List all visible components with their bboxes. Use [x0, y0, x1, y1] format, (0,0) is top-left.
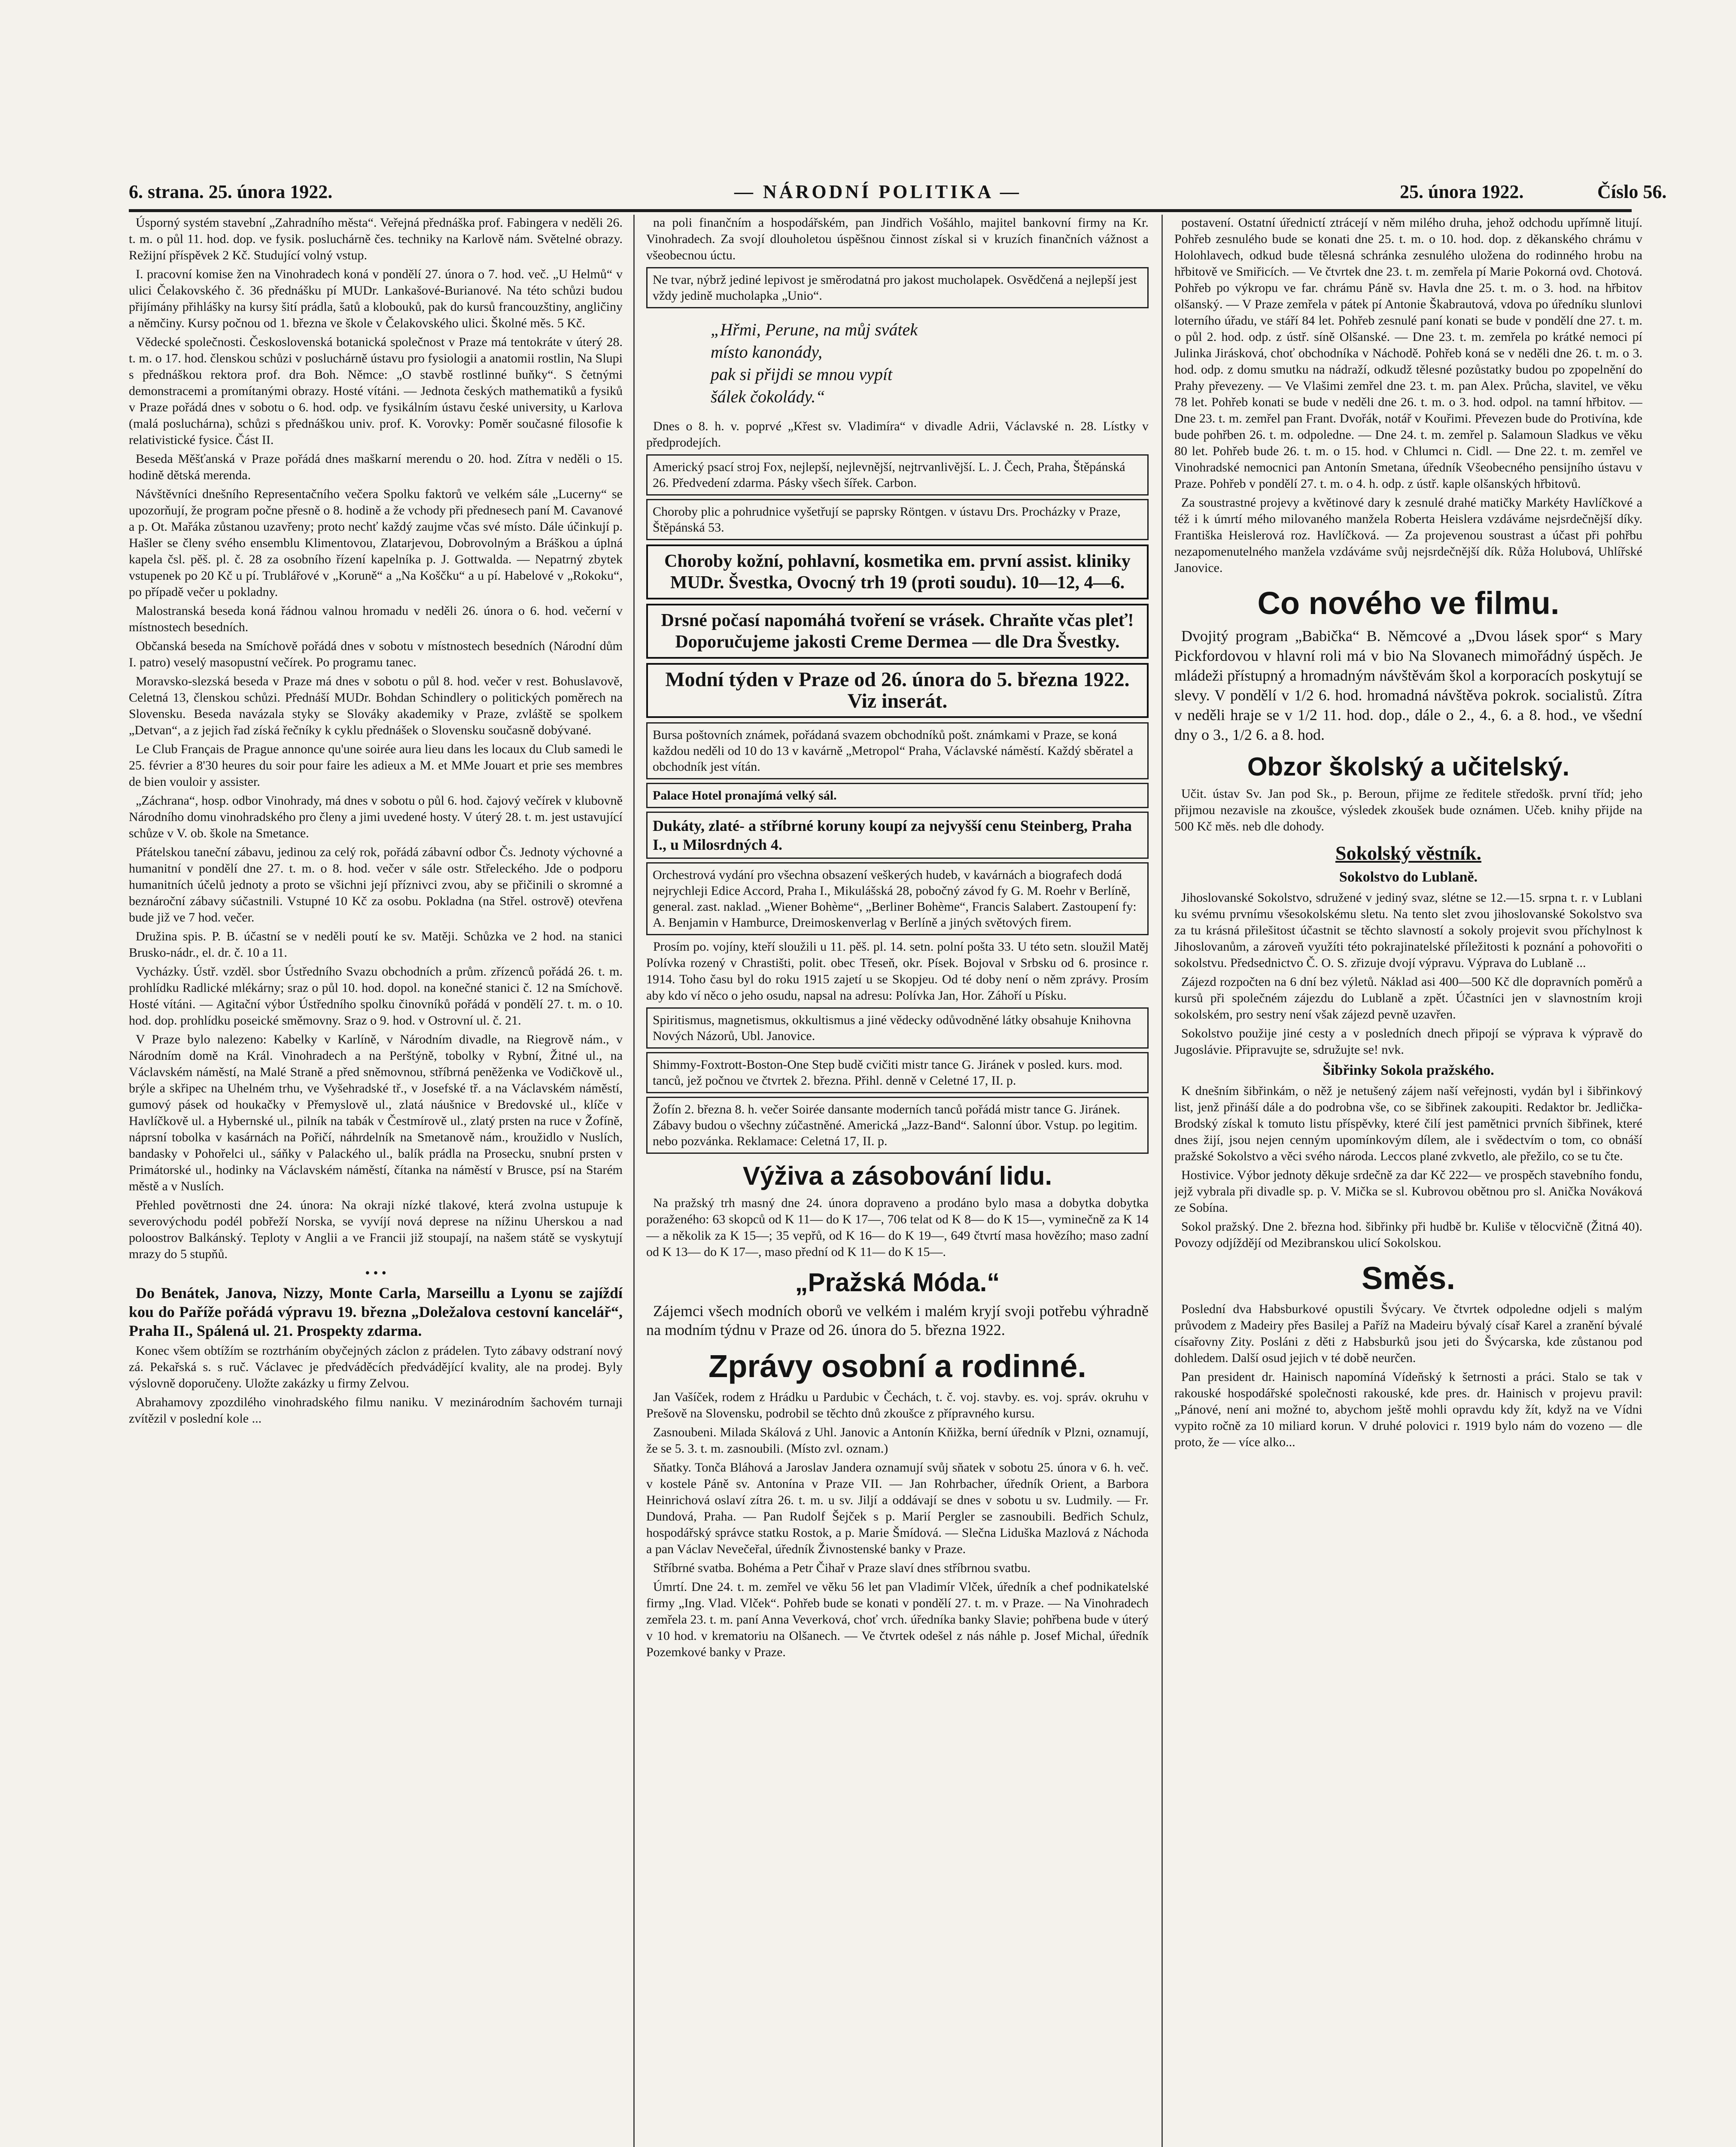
section-heading: Co nového ve filmu.	[1257, 585, 1560, 621]
article: Občanská beseda na Smíchově pořádá dnes v sobotu v místnostech besedních (Národní dům I. patro) veselý masopustní večírek. Po programu tanec.	[129, 639, 623, 669]
advert-dermatology: Choroby kožní, pohlavní, kosmetika em. první assist. kliniky MUDr. Švestka, Ovocný trh 19 (proti soudu). 10—12, 4—6.	[646, 544, 1149, 599]
issue-number: Číslo 56.	[1597, 181, 1667, 202]
article: V Praze bylo nalezeno: Kabelky v Karlíně, v Národním divadle, na Riegrově nám., v Národním domě na Král. Vinohradech a na Perštýně, tobolky v Rybní, Žitné ul., na Václavském náměstí, na Malé Straně a před sněmovnou, stříbrná peněženka ve Vodičkově ul., brýle a skřipec na Uhelném trhu, ve Vyšehradské tř., v Josefské tř. a na Václavském náměstí, gumový pásek od houkačky v Přemyslově ul., zlatá náušnice v Bredovské ul., klíče v Havlíčkově ul. a Hybernské ul., pilník na tabák v Čestmírově ul., zlatý prsten na ruce v Žofíně, náprsní tobolka v kasárnách na Pořičí, náhrdelník na Smetanově nám., kroužidlo v Nuslích, bandasky v Pohořelci ul., sáňky v Palackého ul., balík prádla na Prosecku, snubní prsten v Primátorské ul., hodinky na Václavském náměstí, čítanka na náměstí v Brusce, psí na Starém městě a v Nuslích.	[129, 1032, 623, 1193]
masthead	[129, 178, 1667, 212]
article: Konec všem obtížím se roztrháním obyčejných záclon z prádelen. Tyto zábavy odstraní nový zá. Pekařská s. s ruč. Václavec je předváděcích předvádějící kvality, ale na prodej. Byly výslovně doporučeny. Uložte zakázky u firmy Zelvou.	[129, 1344, 623, 1390]
advert-palace-hotel: Palace Hotel pronajímá velký sál.	[646, 783, 1149, 808]
advert-mucholapka: Ne tvar, nýbrž jediné lepivost je směrodatná pro jakost mucholapek. Osvědčená a nejlepší jest vždy jedině mucholapka „Unio“.	[646, 267, 1149, 308]
column-divider	[633, 215, 635, 2147]
article: I. pracovní komise žen na Vinohradech koná v pondělí 27. února o 7. hod. več. „U Helmů“ v ulici Čelakovského č. 36 přednášku pí MUDr. Lankašové-Burianové. Na této schůzi budou přijímány přihlášky na kursy šití prádla, šatů a klobouků, pak do kursů francouzštiny, angličiny a němčiny. Kursy počnou od 1. března ve škole v Čelakovského ulici. Školné měs. 5 Kč.	[129, 267, 623, 330]
advert-fashion-week: Modní týden v Praze od 26. února do 5. března 1922. Viz inserát.	[646, 663, 1149, 718]
article: na poli finančním a hospodářském, pan Jindřich Vošáhlo, majitel bankovní firmy na Kr. Vinohradech. Za svojí dlouholetou úspěšnou činnost získal si v kruzích finančních vážnost a všeobecnou úctu.	[646, 216, 1149, 262]
separator: • • •	[365, 1265, 386, 1280]
column-3	[1174, 215, 1642, 2147]
column-divider	[1161, 215, 1163, 2147]
article: postavení. Ostatní úřednictí ztrácejí v něm milého druha, jehož odchodu upřímně litují. Pohřeb zesnulého bude se konati dne 25. t. m. o 10. hod. dop. z děkanského chrámu v Holohlavech, odkud bude tělesná schránka zesnulého uložena do rodinného hrobu na hřbitově ve Smiřicích. — Ve čtvrtek dne 23. t. m. zemřela pí Marie Pokorná ovd. Chotová. Pohřeb po výkropu ve far. chrámu Páně sv. Havla dne 25. t. m. o 3. hod. na hřbitov olšanský. — V Praze zemřela v pátek pí Antonie Škabrautová, vdova po úředníku slunlovi loterního úřadu, ve stáří 84 let. Pohřeb zesnulé paní konati se bude v pondělí dne 27. t. m. o půl 2. hod. odp. z ústř. síně Olšanské. — Dne 23. t. m. zemřela po krátké nemoci pí Julinka Jirásková, choť obchodníka v Náchodě. Pohřeb koná se v neděli dne 26. t. m. o 3. hod. odp. z domu smutku na nádraží, odkudž tělesné pozůstatky budou po zpopelnění do Prahy převezeny. — Ve Vlašimi zemřel dne 23. t. m. pan Alex. Průcha, slavitel, ve věku 78 let. Pohřeb konati se bude v neděli dne 26. t. m. o 3. hod. odpol. na tamní hřbitov. — Dne 23. t. m. zemřel pan Frant. Dvořák, notář v Kouřimi. Převezen bude do Protivína, kde bude pohřben 26. t. m. odpoledne. — Dne 24. t. m. zemřel p. Salamoun Sladkus ve věku 80 let. Pohřeb bude 26. t. m. o 15. hod. v Chlumci n. Cidl. — Dne 22. t. m. zemřel ve Vinohradské nemocnici pan Antonín Smetana, úředník Všeobecného pensijního ústavu v Praze. Pohřeb v pondělí 27. t. m. o 4. h. odp. z ústř. kaple olšanských hřbitovů.	[1174, 216, 1642, 491]
article: Přátelskou taneční zábavu, jedinou za celý rok, pořádá zábavní odbor Čs. Jednoty výchovné a humanitní v pondělí dne 27. t. m. o 8. hod. večer v sále ostr. Střeleckého. Jde o podporu humanitních účelů jednoty a proto se všichni její příznivci zvou, aby se přičinili o skromné a beznároční zábavy súčastnili. Vstupné 10 Kč za osobu. Pokladna (na Střel. ostrově) otevřena bude již ve 7 hod. večer.	[129, 845, 623, 924]
article: Stříbrné svatba. Bohéma a Petr Čihař v Praze slaví dnes stříbrnou svatbu.	[653, 1561, 1031, 1575]
section-heading: Obzor školský a učitelský.	[1247, 752, 1570, 781]
article: Beseda Měšťanská v Praze pořádá dnes maškarní merendu o 20. hod. Zítra v neděli o 15. hodině dětská merenda.	[129, 452, 623, 482]
article: Návštěvníci dnešního Representačního večera Spolku faktorů ve velkém sále „Lucerny“ se upozorňují, že program počne přesně o 8. hodině a že vchody při přednesech paní M. Cavanové a p. Ot. Mařáka zůstanou uzavřeny; proto nechť každý zaujme včas své místo. Dále účinkují p. Hašler se členy svého ensemblu Klimentovou, Zlatarjevou, Dobrovolným a Bráškou a úplná kapela čsl. pěš. pl. č. 28 za osobního řízení kapelníka p. J. Gottwalda. — Nepatrný zbytek vstupenek po 20 Kč u pí. Trublářové v „Koruně“ a „Na Koščku“ a u pí. Habelové v „Rokoku“, po případě večer u pokladny.	[129, 487, 623, 599]
advert-stamps: Bursa poštovních známek, pořádaná svazem obchodníků pošt. známkami v Praze, se koná každou neděli od 10 do 13 v kavárně „Metropol“ Praha, Václavské náměstí. Každý sběratel a obchodník jest vítán.	[646, 722, 1149, 779]
advert-soiree: Žofín 2. března 8. h. večer Soirée dansante moderních tanců pořádá mistr tance G. Jiránek. Zábavy budou o všechny zúčastněné. Americká „Jazz-Band“. Salonní úbor. Vstup. po legitim. nebo pozvánka. Reklamace: Celetná 17, II. p.	[646, 1097, 1149, 1154]
poem	[711, 319, 1149, 408]
article: Le Club Français de Prague annonce qu'une soirée aura lieu dans les locaux du Club samedi le 25. février a 8'30 heures du soir pour faire les adieux a M. et MMe Jouart et prie ses membres de bien vouloir y assister.	[129, 742, 623, 789]
advert-spiritism: Spiritismus, magnetismus, okkultismus a jiné vědecky odůvodněné látky obsahuje Knihovna Nových Názorů, Ubl. Janovice.	[646, 1007, 1149, 1049]
section-heading: Sokolský věstník.	[1335, 842, 1481, 864]
article: Dvojitý program „Babička“ B. Němcové a „Dvou lásek spor“ s Mary Pickfordovou v hlavní roli má v bio Na Slovanech mimořádný úspěch. Je mládeži přístupný a hromadným návštěvám škol a korporacích poskytují se slevy. V pondělí v 1/2 6. hod. hromadná návštěva pokrok. socialistů. Zítra v neděli hraje se v 1/2 11. hod. dop., dále o 2., 4., 6. a 8. hod., ve všední dny o 3., 1/2 6. a 8. hod.	[1174, 627, 1642, 743]
article: Zájezd rozpočten na 6 dní bez výletů. Náklad asi 400—500 Kč dle dopravních poměrů a kursů při společném zájezdu do Lublaně a zpět. Účastníci jen v slavnostním kroji sokolském, pro sestry není však zájezd pevně uzavřen.	[1174, 975, 1642, 1022]
newspaper-title: — NÁRODNÍ POLITIKA —	[734, 181, 1022, 202]
article: Dnes o 8. h. v. poprvé „Křest sv. Vladimíra“ v divadle Adrii, Václavské n. 28. Lístky v předprodejích.	[646, 419, 1149, 450]
section-heading: Směs.	[1361, 1260, 1456, 1296]
advert-typewriter: Americký psací stroj Fox, nejlepší, nejlevnější, nejtrvanlivější. L. J. Čech, Praha, Štěpánská 26. Předvedení zdarma. Pásky všech šířek. Carbon.	[646, 454, 1149, 496]
article: Prosím po. vojíny, kteří sloužili u 11. pěš. pl. 14. setn. polní pošta 33. U této setn. sloužil Matěj Polívka rozený v Chrastišti, polit. obec Třeseň, okr. Písek. Bojoval v Srbsku od 6. prosince r. 1914. Toho času byl do roku 1915 zajetí u se Skopjeu. Od té doby není o něm zprávy. Prosím aby kdo ví něco o jeho osudu, napsal na adresu: Polívka Jan, Hor. Záhoří u Písku.	[646, 940, 1149, 1003]
article: Zasnoubeni. Milada Skálová z Uhl. Janovic a Antonín Kňižka, berní úředník v Plzni, oznamují, že se 5. 3. t. m. zasnoubili. (Místo zvl. oznam.)	[646, 1425, 1149, 1456]
article: Přehled povětrnosti dne 24. února: Na okraji nízké tlakové, která zvolna ustupuje k severovýchodu podél pobřeží Norska, se vyvíjí nová deprese na nížinu Uherskou a nad poloostrov Balkánský. Teploty v Anglii a ve Francii již stoupají, na našem státě se vyskytují mrazy do 5 stupňů.	[129, 1198, 623, 1261]
advert-creme-dermea: Drsné počasí napomáhá tvoření se vrásek. Chraňte včas pleť! Doporučujeme jakosti Creme Dermea — dle Dra Švestky.	[646, 604, 1149, 659]
article: Učit. ústav Sv. Jan pod Sk., p. Beroun, přijme ze ředitele středošk. první tříd; jeho přijmou nezavisle na zkoušce, výsledek zkoušek bude oznámen. Učeb. knihy přijde na 500 Kč měs. neb dle dohody.	[1174, 787, 1642, 833]
poem-line: místo kanonády,	[711, 342, 822, 362]
section-heading: Výživa a zásobování lidu.	[742, 1162, 1052, 1190]
page-number-date: 6. strana. 25. února 1922.	[129, 181, 333, 202]
article: Jihoslovanské Sokolstvo, sdružené v jediný svaz, slétne se 12.—15. srpna t. r. v Lublani ku svému prvnímu všesokolskému sletu. Na tento slet zvou jihoslovanské Sokolstvo sva za tu krásná přilešitost účastnit se těchto slavností a sokoly projevit svou příchylnost k Jihoslovanům, a zároveň využíti této pokrajinatelské příležitosti k poznání a pohovořiti o sokolstvu. Předsednictvo Č. O. S. zřizuje dvojí výpravu. Výprava do Lublaně ...	[1174, 891, 1642, 970]
article: Na pražský trh masný dne 24. února dopraveno a prodáno bylo masa a dobytka dobytka poraženého: 63 skopců od K 11— do K 17—, 706 telat od K 8— do K 15—, vyminečně za K 14— a několik za K 15—; 35 vepřů, od K 16— do K 19—, 649 čtvrtí masa hovězího; maso zadní od K 13— do K 17—, maso přední od K 11— do K 15—.	[646, 1196, 1149, 1259]
article: Zájemci všech modních oborů ve velkém i malém kryjí svoji potřebu výhradně na modním týdnu v Praze od 26. února do 5. března 1922.	[646, 1302, 1149, 1338]
article: Úmrtí. Dne 24. t. m. zemřel ve věku 56 let pan Vladimír Vlček, úředník a chef podnikatelské firmy „Ing. Vlad. Vlček“. Pohřeb bude se konati v pondělí 27. t. m. v Praze. — Na Vinohradech zemřela 23. t. m. paní Anna Veverková, choť vrch. úředníka banky Slavie; pohřbena bude v úterý v 10 hod. v krematoriu na Olšanech. — Ve čtvrtek odešel z nás náhle p. Josef Michal, úředník Pozemkové banky v Praze.	[646, 1580, 1149, 1659]
advert-dance-course: Shimmy-Foxtrott-Boston-One Step budě cvičiti mistr tance G. Jiránek v posled. kurs. mod. tanců, jež počnou ve čtvrtek 2. března. Přihl. denně v Celetné 17, II. p.	[646, 1052, 1149, 1093]
advert-coins: Dukáty, zlaté- a stříbrné koruny koupí za nejvyšší cenu Steinberg, Praha I., u Milosrdných 4.	[646, 812, 1149, 859]
article: Moravsko-slezská beseda v Praze má dnes v sobotu o půl 8. hod. večer v rest. Bohuslavově, Celetná 13, členskou schůzi. Přednáší MUDr. Bohdan Schindlery o politických poměrech na Slovensku. Beseda navázala styky se Slováky akademiky v Praze, zvláště se spolkem „Detvan“, a z jejich řad získá řečníky k cyklu přednášek o Slovensku současně dobývané.	[129, 674, 623, 737]
article: Úsporný systém stavební „Zahradního města“. Veřejná přednáška prof. Fabingera v neděli 26. t. m. o půl 11. hod. dop. ve fysik. posluchárně čes. techniky na Karlově nám. Světelné obrazy. Režijní příspěvek 2 Kč. Studující volný vstup.	[129, 216, 623, 262]
article: Malostranská beseda koná řádnou valnou hromadu v neděli 26. února o 6. hod. večerní v místnostech besedních.	[129, 604, 623, 634]
article: Vycházky. Ústř. vzděl. sbor Ústředního Svazu obchodních a prům. zřízenců pořádá 26. t. m. prohlídku Radlické mlékárny; sraz o půl 10. hod. dopol. na konečné stanici č. 12 na Smíchově. Hosté vítáni. — Agitační výbor Ústředního spolku činovníků pořádá v pondělí 27. t. m. o 10. hod. dop. prohlídku poseické směmovny. Sraz o 9. hod. v Ostrovní ul. č. 21.	[129, 964, 623, 1028]
article: Abrahamovy zpozdilého vinohradského filmu naniku. V mezinárodním šachovém turnaji zvítězil v poslední kole ...	[129, 1395, 623, 1426]
section-heading: Zprávy osobní a rodinné.	[708, 1348, 1086, 1384]
travel-advert: Do Benátek, Janova, Nizzy, Monte Carla, Marseillu a Lyonu se zajíždí kou do Paříže pořádá výpravu 19. března „Doležalova cestovní kancelář“, Praha II., Spálená ul. 21. Prospekty zdarma.	[129, 1284, 623, 1339]
column-2	[646, 215, 1149, 2147]
subsection-heading: Šibřinky Sokola pražského.	[1323, 1062, 1494, 1078]
article: Družina spis. P. B. účastní se v neděli poutí ke sv. Matěji. Schůzka ve 2 hod. na stanici Brusko-nádr., el. dr. č. 10 a 11.	[129, 929, 623, 960]
subsection-heading: Sokolstvo do Lublaně.	[1339, 869, 1478, 885]
article: Sokolstvo použije jiné cesty a v posledních dnech připojí se výprava k výpravě do Jugoslávie. Připravujte se, sdružujte se! nvk.	[1174, 1026, 1642, 1057]
poem-line: pak si přijdi se mnou vypít	[711, 365, 893, 384]
article: „Záchrana“, hosp. odbor Vinohrady, má dnes v sobotu o půl 6. hod. čajový večírek v klubovně Národního domu vinohradského pro členy a jimi uvedené hosty. V úterý 28. t. m. jest ustavující schůze v V. ob. škole na Smetance.	[129, 794, 623, 840]
section-heading: „Pražská Móda.“	[795, 1268, 1000, 1297]
article: Poslední dva Habsburkové opustili Švýcary. Ve čtvrtek odpoledne odjeli s malým průvodem z Madeiry přes Basilej a Paříž na Madeiru bývalý císař Karel a zranění bývalé císařovny Zity. Posláni z děti z Habsburků jsou jeti do Švýcarska, kde zůstanou pod dohledem. Další osud jejich v té době neurčen.	[1174, 1302, 1642, 1365]
article: Vědecké společnosti. Československá botanická společnost v Praze má tentokráte v úterý 28. t. m. o 17. hod. členskou schůzi v posluchárně ústavu pro fysiologii a anatomii rostlin, Na Slupi s přednáškou rektora prof. dra Boh. Němce: „O stavbě rostlinné buňky“. S četnými demonstracemi a promítanými obrazy. Hosté vítáni. — Jednota českých mathematiků a fysiků v Praze pořádá dnes v sobotu o 6. hod. odp. ve fysikálním ústavu české university, u Karlova (malá posluchárna), schůzi s přednáškou univ. prof. K. Vorovky: Poměr současné filosofie k relativistické fysice. Část II.	[129, 335, 623, 447]
column-1	[129, 215, 623, 2147]
poem-line: šálek čokolády.“	[711, 387, 825, 406]
article: Sokol pražský. Dne 2. března hod. šibřinky při hudbě br. Kuliše v tělocvičně (Žitná 40). Povozy odjíždějí od Mezibranskou ulicí Sokolskou.	[1174, 1219, 1642, 1250]
advert-clinic: Choroby plic a pohrudnice vyšetřují se paprsky Röntgen. v ústavu Drs. Procházky v Praze, Štěpánská 53.	[646, 499, 1149, 540]
article: Jan Vašíček, rodem z Hrádku u Pardubic v Čechách, t. č. voj. stavby. es. voj. správ. okruhu v Prešově na Slovensku, podrobil se těchto dnů zkoušce z přípravného kursu.	[646, 1390, 1149, 1420]
issue-date: 25. února 1922.	[1400, 181, 1524, 202]
article: Za soustrastné projevy a květinové dary k zesnulé drahé matičky Markéty Havlíčkové a též i k úmrtí mého milovaného manžela Roberta Heislera vzdáváme nejsrdečnější díky. Františka Heislerová roz. Havlíčková. — Za projevenou soustrast a účast při pohřbu nezapomenutelného manžela vzdáváme svůj nejsrdečnější dík. Růža Holubová, Uhlířské Janovice.	[1174, 496, 1642, 575]
article: Pan president dr. Hainisch napomíná Vídeňský k šetrnosti a práci. Stalo se tak v rakouské hospodářské společnosti rakouské, kde pres. dr. Hainisch v projevu pravil: „Pánové, není ani možné to, abychom ještě mohli opravdu kdy žít, když na ve Vídni vypito ročně za 10 miliard korun. V druhé polovici r. 1919 bylo nám do vozeno — dle proto, že — více alko...	[1174, 1370, 1642, 1449]
article: Sňatky. Tonča Bláhová a Jaroslav Jandera oznamují svůj sňatek v sobotu 25. února v 6. h. več. v kostele Páně sv. Antonína v Praze VII. — Jan Rohrbacher, úředník Orient, a Barbora Heinrichová oslaví zítra 26. t. m. u sv. Jiljí a oddávají se dnes v sobotu u sv. Ludmily. — Fr. Dundová, Praha. — Pan Rudolf Šejček s p. Marií Pergler se zasnoubili. Bedřich Schulz, hospodářský správce statku Rostok, a p. Marie Šmídová. — Slečna Liduška Mazlová z Náchoda a pan Václav Nevečeřal, úředník Živnostenské banky v Praze.	[646, 1460, 1149, 1556]
poem-line: „Hřmi, Perune, na můj svátek	[711, 320, 918, 339]
article: K dnešním šibřinkám, o něž je netušený zájem naší veřejnosti, vydán byl i šibřinkový list, jenž přináší dále a do podrobna vše, co se šibřinek zakoupiti. Redaktor br. Jedlička-Brodský získal k tomuto listu příspěvky, které čilí jest pamětnici prvních šibřinek, které dnes žijí, jsou nejen cenným upomínkovým dílem, ale i svědectvím o tom, co obnáší pražské Sokolstvo a věci svého národa. Leccos plané zvkvetlo, ale přežilo, co se tu čte.	[1174, 1084, 1642, 1163]
advert-orchestra: Orchestrová vydání pro všechna obsazení veškerých hudeb, v kavárnách a biografech dodá nejrychleji Edice Accord, Praha I., Mikulášská 28, pobočný závod fy G. M. Roehr v Berlíně, general. zast. naklad. „Wiener Bohème“, „Berliner Bohème“, Francis Salabert. Zastoupení fy: A. Benjamin v Hamburce, Dreimoskenverlag v Berlíně a jiných světových firem.	[646, 862, 1149, 935]
article: Hostivice. Výbor jednoty děkuje srdečně za dar Kč 222— ve prospěch stavebního fondu, jejž vybrala při divadle sp. p. V. Mička se sl. Kubrovou obětnou pro sl. Anička Nováková ze Sobína.	[1174, 1168, 1642, 1215]
